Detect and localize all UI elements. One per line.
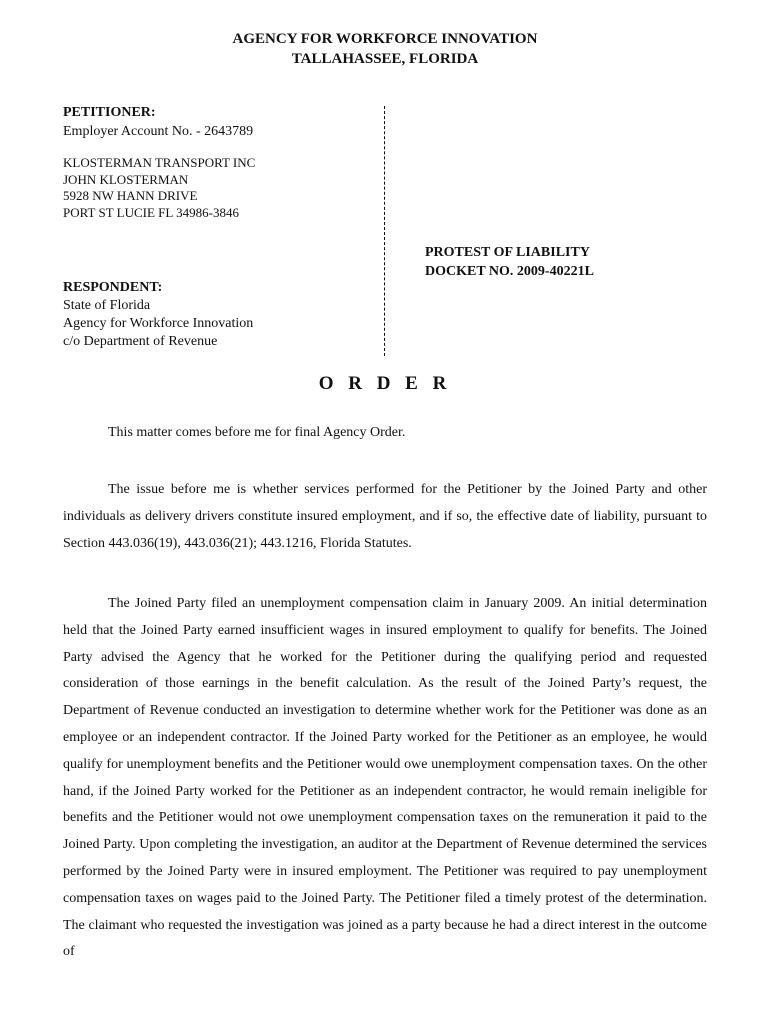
respondent-line: State of Florida <box>63 298 151 313</box>
docket-number: DOCKET NO. 2009-40221L <box>425 264 594 279</box>
respondent-line: Agency for Workforce Innovation <box>63 316 254 331</box>
agency-header <box>0 29 770 69</box>
petitioner-block <box>63 104 373 221</box>
order-title: O R D E R <box>318 373 452 394</box>
case-type: PROTEST OF LIABILITY <box>425 245 590 260</box>
petitioner-label: PETITIONER: <box>63 105 156 120</box>
case-info <box>425 243 725 281</box>
agency-location: TALLAHASSEE, FLORIDA <box>291 51 479 67</box>
address-line: JOHN KLOSTERMAN <box>63 171 189 187</box>
respondent-label: RESPONDENT: <box>63 280 163 295</box>
respondent-block <box>63 279 373 351</box>
agency-name: AGENCY FOR WORKFORCE INNOVATION <box>232 31 538 47</box>
address-line: 5928 NW HANN DRIVE <box>63 188 198 203</box>
paragraph-intro: This matter comes before me for final Agency Order. <box>108 425 406 440</box>
address-line: PORT ST LUCIE FL 34986-3846 <box>63 204 239 220</box>
respondent-line: c/o Department of Revenue <box>63 334 218 349</box>
paragraph-background: The Joined Party filed an unemployment compensation claim in January 2009. An initial determination held that the Joined Party earned insufficient wages in insured employment to qualify for benefits. The Joined Party advised the Agency that he worked for the Petitioner during the qualifying period and requested consideration of those earnings in the benefit calculation. As the result of the Joined Party’s request, the Department of Revenue conducted an investigation to determine whether work for the Petitioner was done as an employee or an independent contractor. If the Joined Party worked for the Petitioner as an employee, he would qualify for unemployment benefits and the Petitioner would owe unemployment compensation taxes. On the other hand, if the Joined Party worked for the Petitioner as an independent contractor, he would remain ineligible for benefits and the Petitioner would not owe unemployment compensation taxes on the remuneration it paid to the Joined Party. Upon completing the investigation, an auditor at the Department of Revenue determined the services performed by the Joined Party were in insured employment. The Petitioner was required to pay unemployment compensation taxes on wages paid to the Joined Party. The Petitioner filed a timely protest of the determination. The claimant who requested the investigation was joined as a party because he had a direct interest in the outcome of <box>63 596 707 960</box>
caption-divider <box>384 106 385 356</box>
address-line: KLOSTERMAN TRANSPORT INC <box>63 155 256 170</box>
employer-account: Employer Account No. - 2643789 <box>63 124 254 139</box>
paragraph-issue: The issue before me is whether services performed for the Petitioner by the Joined Party and other individuals as delivery drivers constitute insured employment, and if so, the effective date of liability, pursuant to Section 443.036(19), 443.036(21); 443.1216, Florida Statutes. <box>63 482 707 551</box>
petitioner-address <box>63 155 373 221</box>
